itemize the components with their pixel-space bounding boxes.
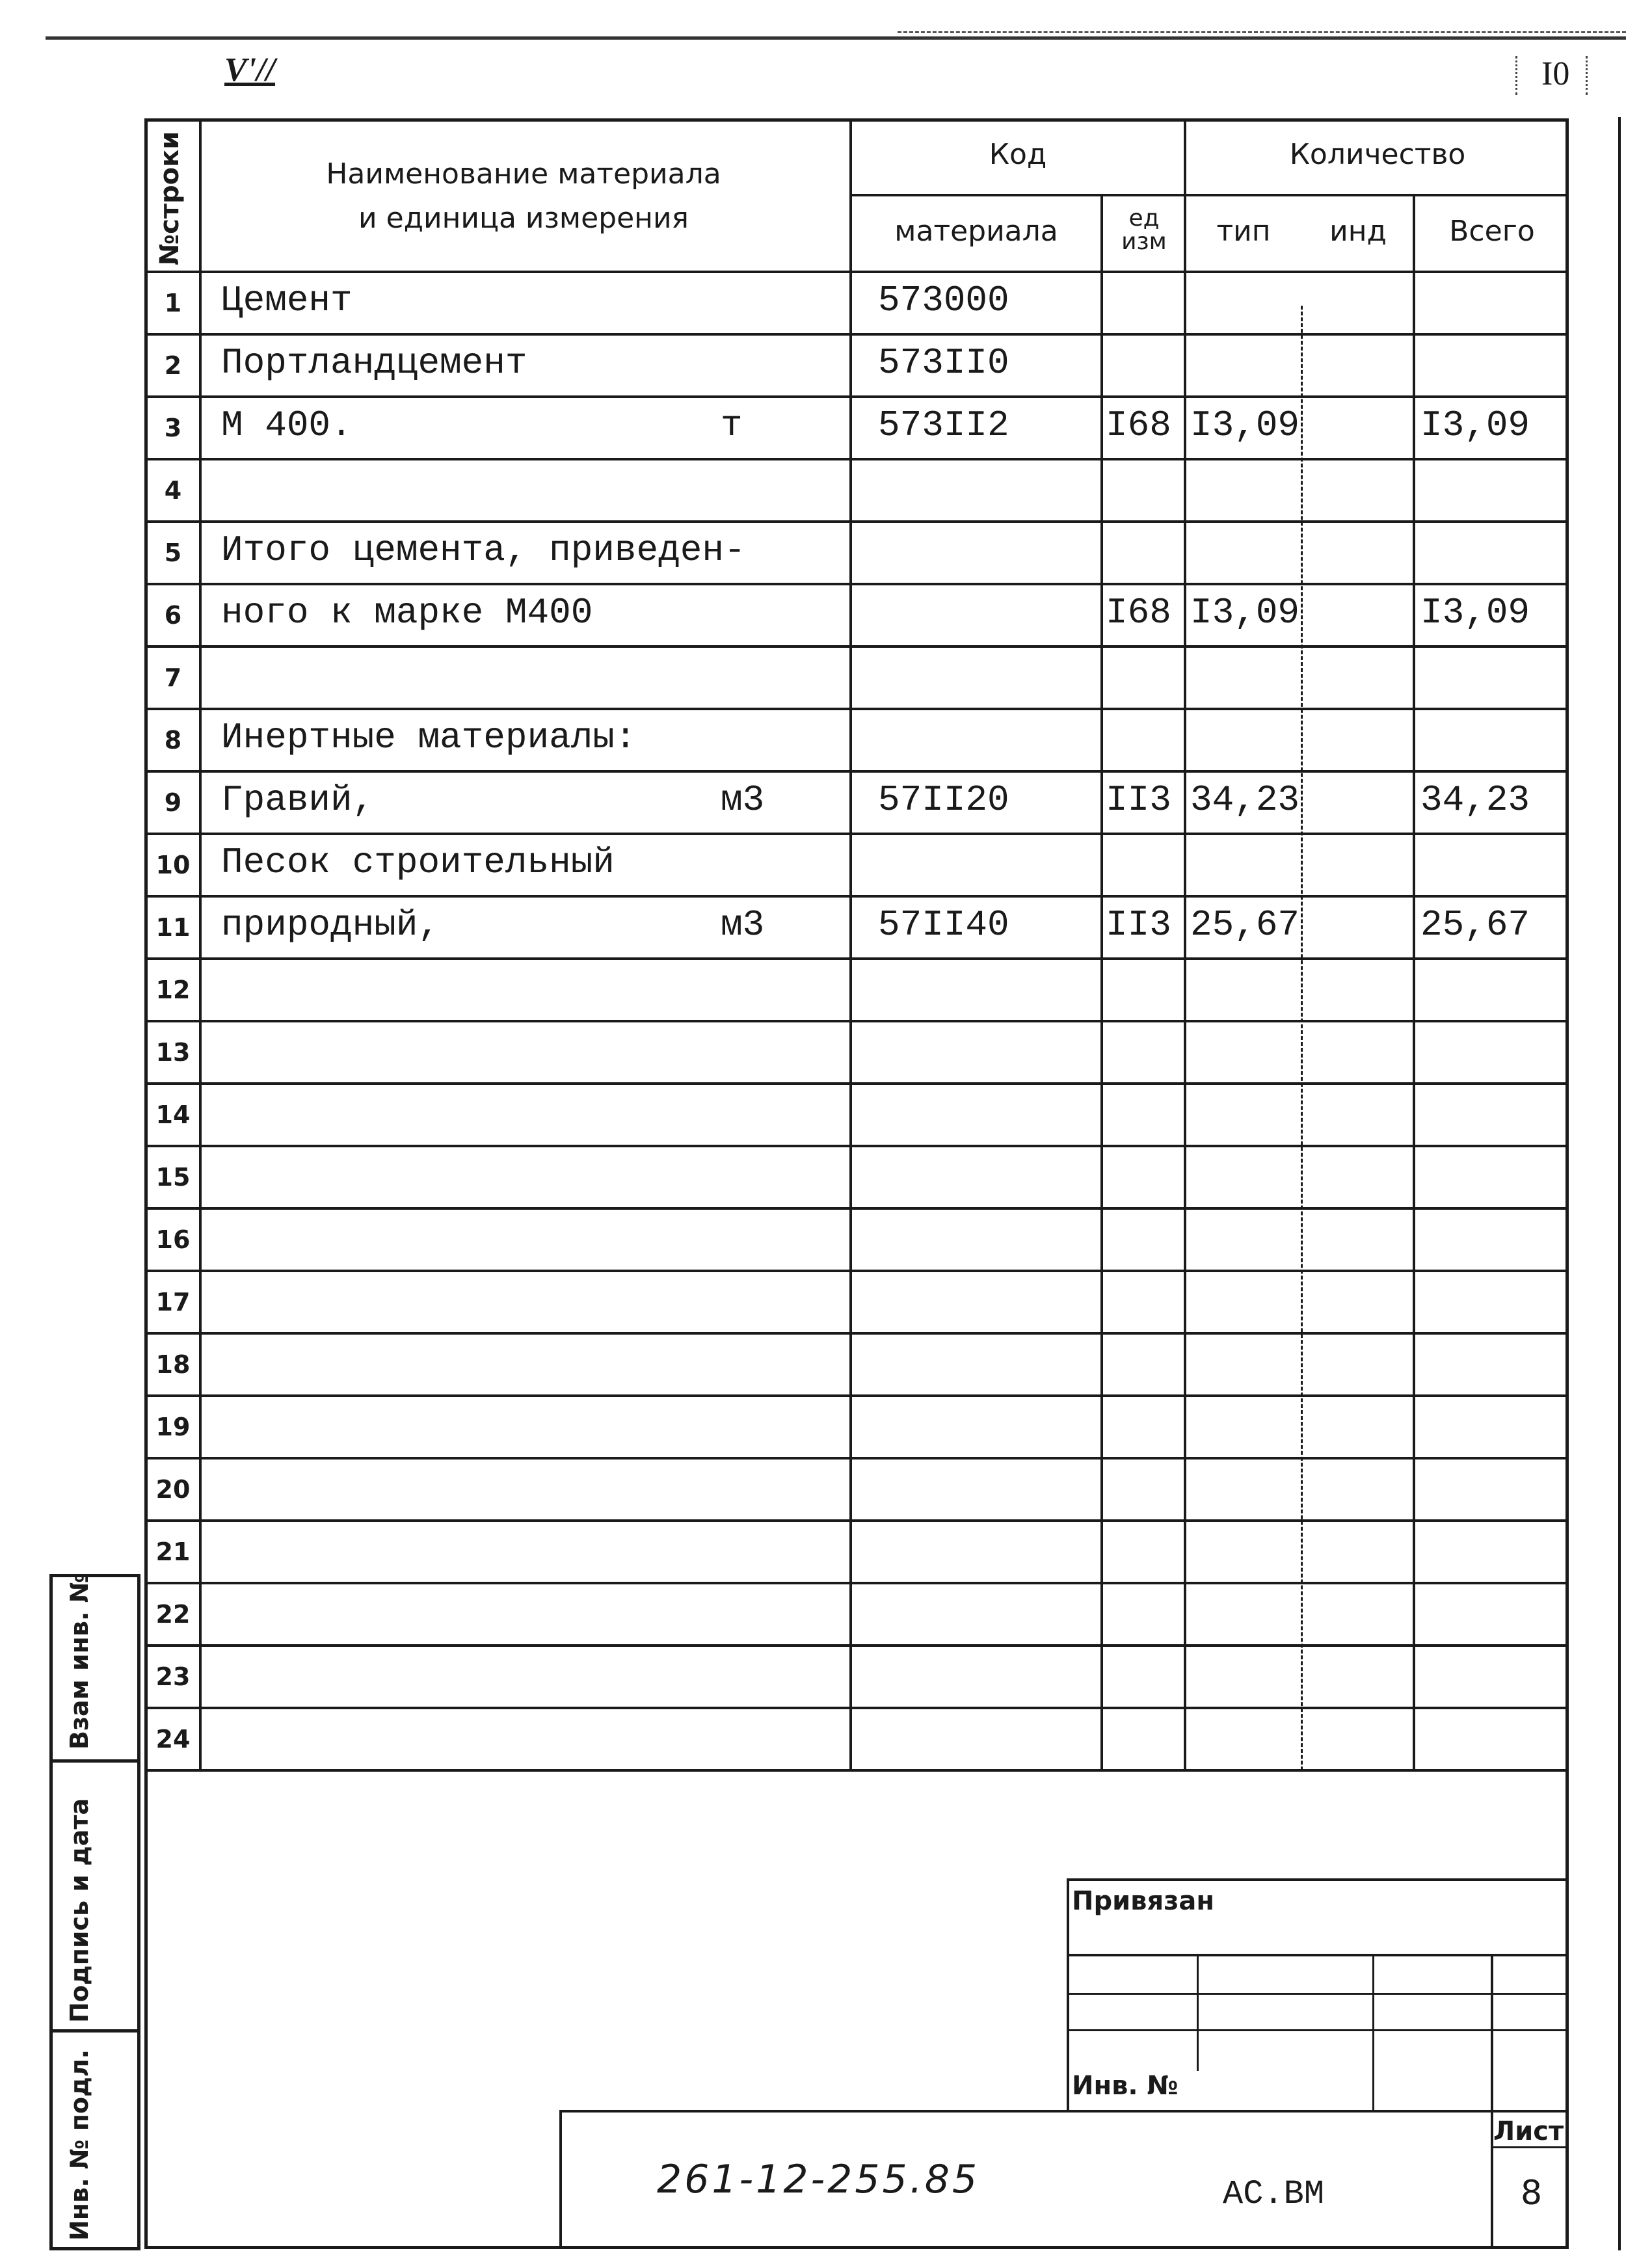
row-number: 19 bbox=[155, 1413, 191, 1441]
cell-qty-total: 25,67 bbox=[1420, 904, 1530, 946]
row-number: 12 bbox=[155, 976, 191, 1004]
stamp-line-2 bbox=[1067, 1993, 1569, 1995]
stamp-col-2 bbox=[1197, 1954, 1199, 2071]
right-border bbox=[1618, 117, 1621, 2250]
cell-unit: м3 bbox=[721, 779, 765, 821]
side-box-signature bbox=[49, 1759, 140, 2033]
cell-name: Итого цемента, приведен- bbox=[221, 529, 746, 571]
stamp-line-bound bbox=[1067, 1878, 1569, 1881]
page-number: I0 bbox=[1541, 55, 1570, 92]
stamp-bound: Привязан bbox=[1072, 1886, 1215, 1916]
row-number: 23 bbox=[155, 1662, 191, 1691]
top-rule-dashed bbox=[898, 31, 1626, 33]
row-line bbox=[144, 708, 1569, 710]
cell-name: ного к марке М400 bbox=[221, 592, 593, 633]
top-rule bbox=[46, 36, 1626, 40]
row-line bbox=[144, 1582, 1569, 1584]
doc-number: 261-12-255.85 bbox=[657, 2157, 980, 2202]
col-line-code bbox=[1100, 194, 1103, 1770]
row-number: 16 bbox=[155, 1225, 191, 1254]
row-number: 14 bbox=[155, 1100, 191, 1129]
cell-code: 57II20 bbox=[878, 779, 1009, 821]
header-name-line2: и единица измерения bbox=[358, 202, 689, 235]
stamp-col-3 bbox=[1372, 1954, 1374, 2110]
cell-code: 573II0 bbox=[878, 342, 1009, 384]
stamp-col-main bbox=[559, 2110, 562, 2249]
materials-table bbox=[144, 118, 1569, 2249]
cell-unit: т bbox=[721, 405, 743, 446]
row-line bbox=[144, 520, 1569, 523]
row-number: 15 bbox=[155, 1163, 191, 1192]
header-divider bbox=[852, 194, 1567, 196]
row-number: 8 bbox=[164, 726, 182, 754]
row-line bbox=[144, 1394, 1569, 1397]
row-line bbox=[144, 1332, 1569, 1335]
cell-name: Песок строительный bbox=[221, 842, 615, 883]
header-qty-total: Всего bbox=[1449, 215, 1535, 248]
stamp-inv-no: Инв. № bbox=[1072, 2071, 1179, 2101]
row-number: 10 bbox=[155, 851, 191, 879]
cell-unit-code: I68 bbox=[1106, 592, 1171, 633]
cell-name: Инертные материалы: bbox=[221, 717, 637, 758]
cell-unit-code: I68 bbox=[1106, 405, 1171, 446]
col-line-type-ind bbox=[1301, 306, 1303, 1770]
row-line bbox=[144, 1519, 1569, 1522]
row-line bbox=[144, 645, 1569, 648]
sheet-number: 8 bbox=[1521, 2174, 1543, 2213]
cell-qty-total: I3,09 bbox=[1420, 405, 1530, 446]
cell-qty-type: I3,09 bbox=[1190, 592, 1300, 633]
row-number: 3 bbox=[164, 414, 182, 442]
row-number: 5 bbox=[164, 539, 182, 567]
row-line bbox=[144, 1145, 1569, 1147]
cell-name: М 400. bbox=[221, 405, 353, 446]
stamp-sheet-label: Лист bbox=[1493, 2116, 1564, 2146]
col-line-rownum bbox=[199, 118, 202, 1770]
row-line bbox=[144, 833, 1569, 835]
side-label-replace-inv: Взам инв. № bbox=[65, 1573, 94, 1750]
row-line bbox=[144, 895, 1569, 898]
row-number: 21 bbox=[155, 1538, 191, 1566]
stamp-sheet-divider bbox=[1491, 2146, 1569, 2148]
row-line bbox=[144, 1020, 1569, 1022]
cell-unit-code: II3 bbox=[1106, 779, 1171, 821]
cell-code: 57II40 bbox=[878, 904, 1009, 946]
stamp-col-4 bbox=[1491, 1954, 1493, 2249]
row-number: 18 bbox=[155, 1350, 191, 1379]
row-line bbox=[144, 770, 1569, 773]
side-box-inv-orig bbox=[49, 2029, 140, 2250]
row-number: 2 bbox=[164, 351, 182, 380]
side-box-replace-inv bbox=[49, 1574, 140, 1763]
cell-unit-code: II3 bbox=[1106, 904, 1171, 946]
header-quantity: Количество bbox=[1289, 138, 1466, 171]
cell-name: Цемент bbox=[221, 280, 353, 321]
cell-name: Портландцемент bbox=[221, 342, 527, 384]
cell-qty-type: 34,23 bbox=[1190, 779, 1300, 821]
row-number: 24 bbox=[155, 1725, 191, 1753]
doc-code: АС.ВМ bbox=[1223, 2175, 1325, 2213]
page-number-divider bbox=[1515, 56, 1517, 95]
row-number: 1 bbox=[164, 289, 182, 317]
col-line-unit bbox=[1184, 118, 1186, 1770]
row-number: 20 bbox=[155, 1475, 191, 1504]
header-code-unit: ед изм bbox=[1121, 205, 1167, 255]
row-line bbox=[144, 333, 1569, 336]
row-line bbox=[144, 1270, 1569, 1272]
page-number-divider-right bbox=[1586, 56, 1588, 95]
row-number: 13 bbox=[155, 1038, 191, 1067]
cell-qty-total: I3,09 bbox=[1420, 592, 1530, 633]
row-number: 11 bbox=[155, 913, 191, 942]
header-qty-ind: инд bbox=[1329, 215, 1387, 248]
header-name-line1: Наименование материала bbox=[326, 157, 721, 191]
row-line bbox=[144, 395, 1569, 398]
stamp-line-top bbox=[559, 2110, 1569, 2113]
row-line bbox=[144, 1457, 1569, 1460]
row-line bbox=[144, 1082, 1569, 1085]
stamp-line-3 bbox=[1067, 2029, 1569, 2031]
cell-name: природный, bbox=[221, 904, 440, 946]
cell-code: 573II2 bbox=[878, 405, 1009, 446]
stamp-line-1 bbox=[1067, 1954, 1569, 1956]
side-label-inv-orig: Инв. № подл. bbox=[65, 2049, 94, 2241]
stamp-col-left bbox=[1067, 1878, 1069, 2113]
row-number: 17 bbox=[155, 1288, 191, 1316]
row-line bbox=[144, 1207, 1569, 1210]
row-line bbox=[144, 1707, 1569, 1709]
cell-name: Гравий, bbox=[221, 779, 375, 821]
row-line bbox=[144, 583, 1569, 585]
col-line-name bbox=[849, 118, 852, 1770]
row-line bbox=[144, 1644, 1569, 1647]
side-label-signature-date: Подпись и дата bbox=[65, 1798, 94, 2023]
header-row-number: №строки bbox=[155, 131, 185, 265]
row-number: 9 bbox=[164, 788, 182, 817]
header-qty-type: тип bbox=[1216, 215, 1271, 248]
cell-unit: м3 bbox=[721, 904, 765, 946]
cell-qty-type: I3,09 bbox=[1190, 405, 1300, 446]
header-bottom-line bbox=[144, 271, 1569, 273]
row-line bbox=[144, 1769, 1569, 1772]
col-line-qty bbox=[1413, 194, 1415, 1770]
row-line bbox=[144, 458, 1569, 460]
row-number: 22 bbox=[155, 1600, 191, 1629]
cell-code: 573000 bbox=[878, 280, 1009, 321]
cell-qty-type: 25,67 bbox=[1190, 904, 1300, 946]
header-code: Код bbox=[989, 138, 1047, 171]
row-number: 4 bbox=[164, 476, 182, 505]
cell-qty-total: 34,23 bbox=[1420, 779, 1530, 821]
row-number: 7 bbox=[164, 663, 182, 692]
row-number: 6 bbox=[164, 601, 182, 630]
header-code-material: материала bbox=[894, 215, 1058, 248]
row-line bbox=[144, 957, 1569, 960]
corner-mark: V'// bbox=[224, 51, 276, 88]
